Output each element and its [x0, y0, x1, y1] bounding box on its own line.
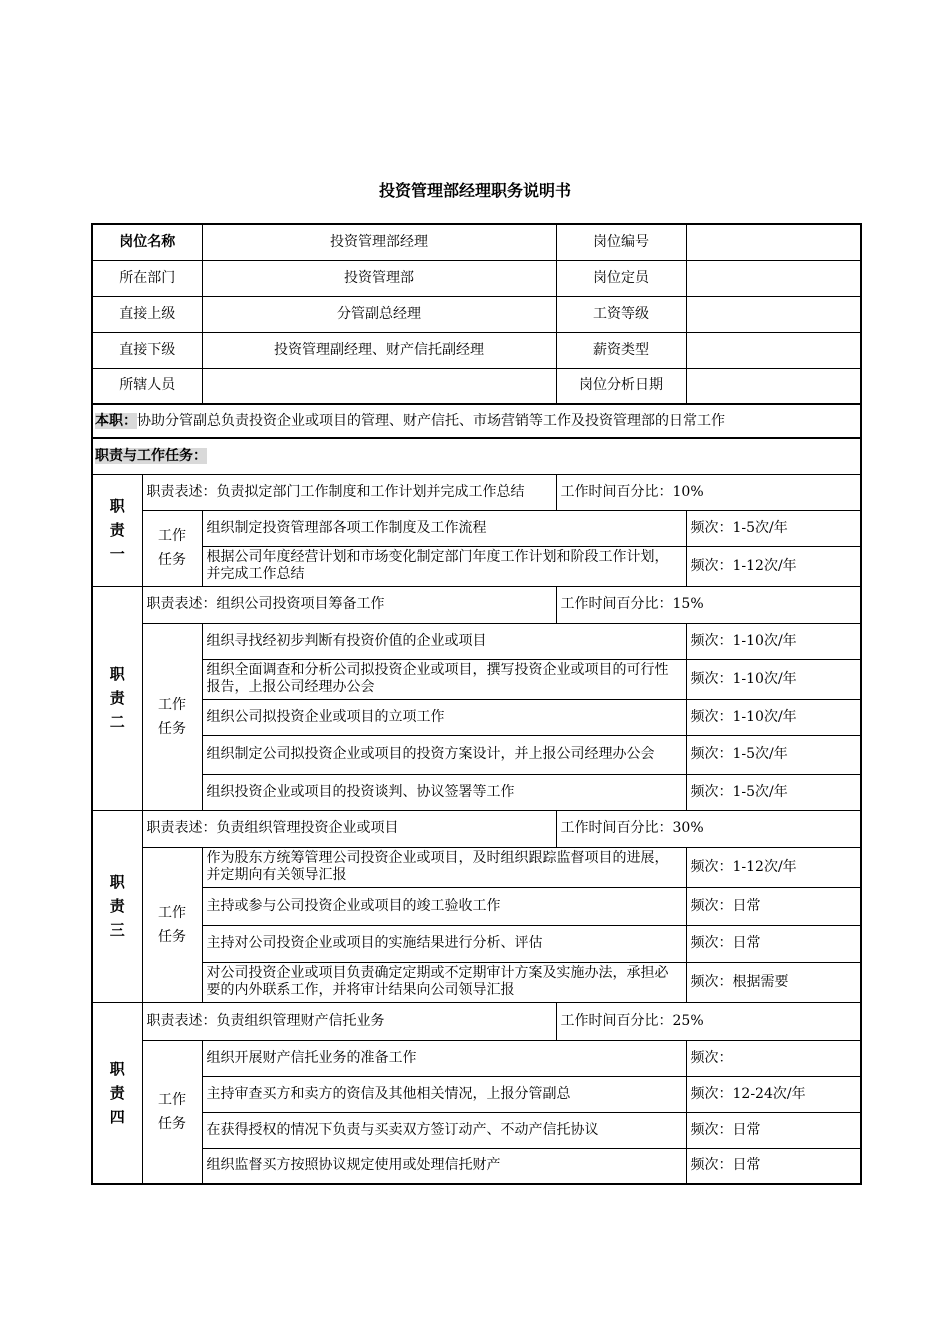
info-row — [92, 332, 861, 368]
task-row — [92, 659, 861, 699]
task-row — [92, 1076, 861, 1112]
duties-header-cell — [92, 438, 861, 474]
task-text: 作为股东方统筹管理公司投资企业或项目，及时组织跟踪监督项目的进展，并定期向有关领导汇报 — [202, 847, 686, 887]
info-value — [686, 368, 861, 404]
document-title: 投资管理部经理职务说明书 — [378, 181, 571, 200]
duty-name-text: 职责三 — [109, 873, 125, 939]
task-text: 组织制定投资管理部各项工作制度及工作流程 — [202, 510, 686, 546]
info-label: 岗位名称 — [92, 224, 202, 260]
info-value — [686, 332, 861, 368]
task-freq: 频次：1-5次/年 — [686, 774, 861, 810]
duty-desc-row — [92, 474, 861, 510]
info-value: 投资管理部 — [202, 260, 556, 296]
benzhi-label: 本职： — [95, 412, 137, 429]
task-label — [142, 1040, 202, 1184]
duty-name — [92, 1002, 142, 1184]
info-value — [202, 368, 556, 404]
task-label — [142, 847, 202, 1002]
task-text: 在获得授权的情况下负责与买卖双方签订动产、不动产信托协议 — [202, 1112, 686, 1148]
benzhi-text: 协助分管副总负责投资企业或项目的管理、财产信托、市场营销等工作及投资管理部的日常工作 — [137, 412, 725, 429]
duty-time: 工作时间百分比：30% — [556, 810, 861, 847]
task-label — [142, 510, 202, 586]
task-freq: 频次：日常 — [686, 887, 861, 925]
info-label: 所辖人员 — [92, 368, 202, 404]
info-label: 所在部门 — [92, 260, 202, 296]
duty-name — [92, 586, 142, 810]
task-text: 组织开展财产信托业务的准备工作 — [202, 1040, 686, 1076]
duties-header: 职责与工作任务： — [95, 447, 207, 464]
task-freq: 频次：1-10次/年 — [686, 699, 861, 735]
info-label: 岗位定员 — [556, 260, 686, 296]
task-label-text: 工作任务 — [158, 1091, 186, 1132]
info-value — [686, 260, 861, 296]
info-label: 岗位编号 — [556, 224, 686, 260]
info-label: 直接上级 — [92, 296, 202, 332]
task-text: 组织寻找经初步判断有投资价值的企业或项目 — [202, 623, 686, 659]
info-value — [686, 224, 861, 260]
info-value: 投资管理副经理、财产信托副经理 — [202, 332, 556, 368]
task-freq: 频次：1-12次/年 — [686, 847, 861, 887]
task-row — [92, 510, 861, 546]
info-label: 薪资类型 — [556, 332, 686, 368]
info-label: 工资等级 — [556, 296, 686, 332]
task-label — [142, 623, 202, 810]
task-label-text: 工作任务 — [158, 528, 186, 568]
task-freq: 频次：1-10次/年 — [686, 659, 861, 699]
duty-time: 工作时间百分比：10% — [556, 474, 861, 510]
task-row — [92, 623, 861, 659]
task-freq: 频次：日常 — [686, 1148, 861, 1184]
task-row — [92, 699, 861, 735]
info-row — [92, 296, 861, 332]
task-freq: 频次：12-24次/年 — [686, 1076, 861, 1112]
duty-time: 工作时间百分比：15% — [556, 586, 861, 623]
info-label: 直接下级 — [92, 332, 202, 368]
duty-name-text: 职责四 — [109, 1059, 125, 1126]
duty-time: 工作时间百分比：25% — [556, 1002, 861, 1040]
task-freq: 频次： — [686, 1040, 861, 1076]
info-label: 岗位分析日期 — [556, 368, 686, 404]
task-text: 组织制定公司拟投资企业或项目的投资方案设计，并上报公司经理办公会 — [202, 735, 686, 774]
task-freq: 频次：1-5次/年 — [686, 510, 861, 546]
benzhi-cell — [92, 404, 861, 438]
info-value — [686, 296, 861, 332]
duty-desc-row — [92, 1002, 861, 1040]
task-text: 主持或参与公司投资企业或项目的竣工验收工作 — [202, 887, 686, 925]
duty-desc: 职责表述：负责组织管理投资企业或项目 — [142, 810, 556, 847]
task-text: 组织全面调查和分析公司拟投资企业或项目，撰写投资企业或项目的可行性报告，上报公司经理办公会 — [202, 659, 686, 699]
task-text: 组织监督买方按照协议规定使用或处理信托财产 — [202, 1148, 686, 1184]
duty-desc: 职责表述：组织公司投资项目筹备工作 — [142, 586, 556, 623]
task-label-text: 工作任务 — [158, 696, 186, 737]
task-row — [92, 1148, 861, 1184]
info-row — [92, 224, 861, 260]
duty-desc: 职责表述：负责组织管理财产信托业务 — [142, 1002, 556, 1040]
duties-header-row — [92, 438, 861, 474]
duty-name — [92, 474, 142, 586]
task-row — [92, 887, 861, 925]
task-text: 根据公司年度经营计划和市场变化制定部门年度工作计划和阶段工作计划，并完成工作总结 — [202, 546, 686, 586]
info-value: 投资管理部经理 — [202, 224, 556, 260]
task-row — [92, 925, 861, 962]
task-text: 组织投资企业或项目的投资谈判、协议签署等工作 — [202, 774, 686, 810]
task-text: 主持审查买方和卖方的资信及其他相关情况，上报分管副总 — [202, 1076, 686, 1112]
task-freq: 频次：根据需要 — [686, 962, 861, 1002]
task-freq: 频次：1-12次/年 — [686, 546, 861, 586]
info-row — [92, 260, 861, 296]
duty-desc-row — [92, 586, 861, 623]
task-row — [92, 1040, 861, 1076]
info-value: 分管副总经理 — [202, 296, 556, 332]
info-row — [92, 368, 861, 404]
task-row — [92, 1112, 861, 1148]
duty-desc-row — [92, 810, 861, 847]
task-freq: 频次：日常 — [686, 925, 861, 962]
task-row — [92, 962, 861, 1002]
task-freq: 频次：1-10次/年 — [686, 623, 861, 659]
task-row — [92, 735, 861, 774]
duty-name-text: 职责一 — [109, 497, 125, 563]
task-row — [92, 774, 861, 810]
task-freq: 频次：1-5次/年 — [686, 735, 861, 774]
task-row — [92, 546, 861, 586]
duty-name-text: 职责二 — [109, 665, 125, 731]
task-text: 对公司投资企业或项目负责确定定期或不定期审计方案及实施办法，承担必要的内外联系工作，并将审计结果向公司领导汇报 — [202, 962, 686, 1002]
task-text: 主持对公司投资企业或项目的实施结果进行分析、评估 — [202, 925, 686, 962]
task-freq: 频次：日常 — [686, 1112, 861, 1148]
benzhi-row — [92, 404, 861, 438]
duty-name — [92, 810, 142, 1002]
duty-desc: 职责表述：负责拟定部门工作制度和工作计划并完成工作总结 — [142, 474, 556, 510]
task-label-text: 工作任务 — [158, 904, 186, 945]
task-row — [92, 847, 861, 887]
job-description-table — [91, 223, 862, 1185]
task-text: 组织公司拟投资企业或项目的立项工作 — [202, 699, 686, 735]
